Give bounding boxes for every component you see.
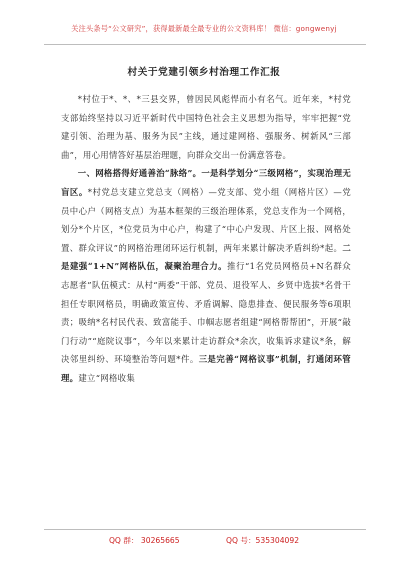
section-one-text-b: 推行“1名党员网格员+N名群众志愿者”队伍模式：从村“两委”干部、党员、退役军人、乡贤中选拔*名骨干担任专职网格员，明确政策宣传、矛盾调解、隐患排查、便民服务等6项职责；吸纳*名村民代表、致富能手、巾帼志愿者组建“网格帮帮团”，开展“敲门行动”“庭院议事”，今年以来累计走访群众*余次，收集诉求建议*条，解决邻里纠纷、环境整治等问题*件。 — [61, 261, 351, 365]
section-one-subheading-3: 三是完善“网格议事”机制，打通闭环管理。 — [61, 354, 351, 383]
section-one-text-a: *村党总支建立党总支（网格）—党支部、党小组（网格片区）—党员中心户（网格支点）为基本框架的三级治理体系，党总支作为一个网格，划分*个片区，*位党员为中心户，构建了“中心户发现、片区上报、网格处置、群众评议”的网格治理闭环运行机制，两年来累计解决矛盾纠纷*起。 — [61, 186, 352, 253]
document-body — [61, 90, 351, 388]
section-one-paragraph — [61, 164, 351, 387]
section-one-heading: 一、网格搭得好通善治“脉络”。一是科学划分“三级网格”，实现治理无盲区。 — [61, 168, 351, 197]
section-one-text-c: 建立“网格收集 — [78, 372, 135, 383]
section-one-subheading-2: 二是建强“1+N”网格队伍，凝聚治理合力。 — [61, 242, 351, 272]
promo-header: 关注头条号“公文研究”，获得最新最全最专业的公文资料库！ 微信：gongwenyj — [71, 24, 337, 33]
footer-divider — [44, 529, 366, 530]
header-divider — [44, 44, 366, 45]
contact-footer — [0, 535, 408, 546]
document-title: 村关于党建引领乡村治理工作汇报 — [127, 67, 281, 78]
intro-paragraph: *村位于*、*、*三县交界，曾因民风彪悍而小有名气。近年来，*村党支部始终坚持以习近平新时代中国特色社会主义思想为指导，牢牢把握“党建引领、治理为基、服务为民”主线，通过建网格、强服务、树新风“三部曲”，用心用情答好基层治理题，向群众交出一份满意答卷。 — [61, 94, 351, 160]
qq-number: QQ 号：535304092 — [226, 536, 300, 545]
qq-group: QQ 群： 30265665 — [108, 536, 180, 545]
